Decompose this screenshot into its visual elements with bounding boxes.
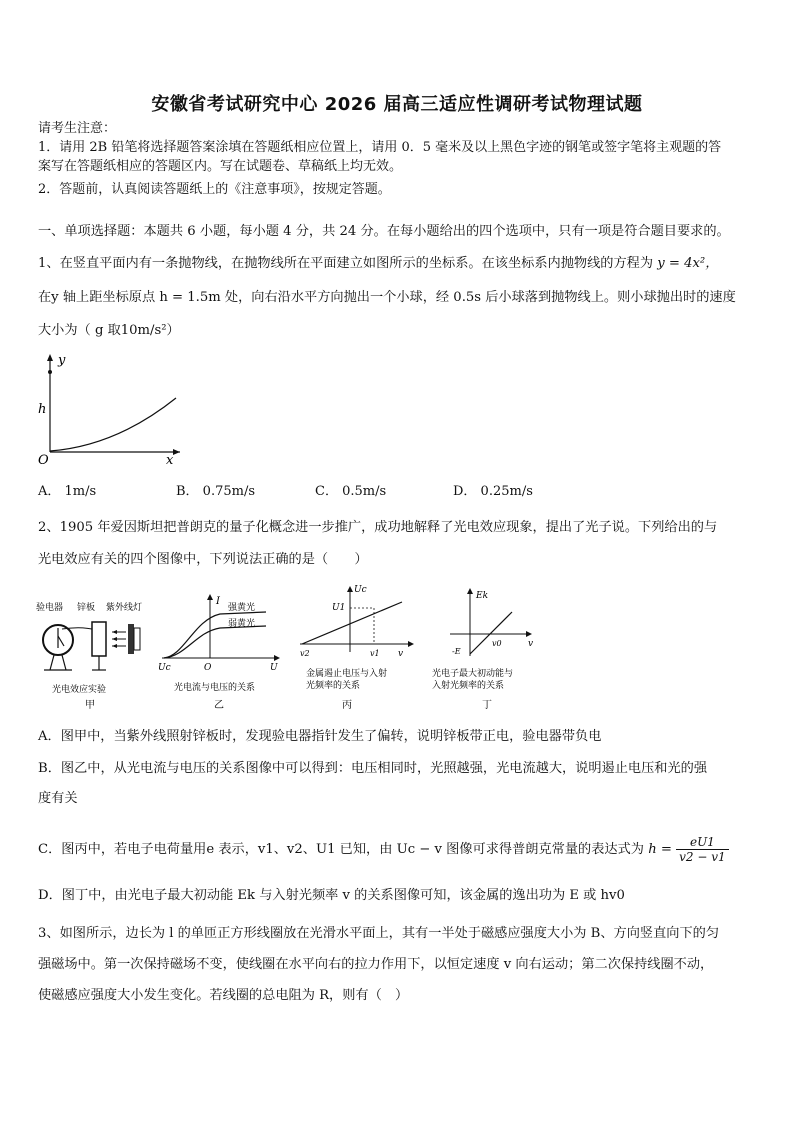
fig-ding-ek-label: Ek: [476, 591, 489, 601]
q3-stem-line1: 3、如图所示，边长为 l 的单匝正方形线圈放在光滑水平面上，其有一半处于磁感应强度大小为 B、方向竖直向下的匀: [38, 926, 720, 941]
section-heading: 一、单项选择题：本题共 6 小题，每小题 4 分，共 24 分。在每小题给出的四个选项中，只有一项是符合题目要求的。: [38, 224, 730, 239]
notice-item-1-cont: 案写在答题纸相应的答题区内。写在试题卷、草稿纸上均无效。: [38, 159, 403, 174]
fig-yi-u-label: U: [270, 663, 278, 673]
notice-item-1: 1．请用 2B 铅笔将选择题答案涂填在答题纸相应位置上，请用 0．5 毫米及以上黑色字迹的钢笔或签字笔将主观题的答: [38, 140, 722, 155]
q1-fig-origin-label: O: [38, 453, 49, 468]
fig-jia-label-zinc: 锌板: [77, 603, 96, 613]
q2-option-b-line1: B．图乙中，从光电流与电压的关系图像中可以得到：电压相同时，光照越强，光电流越大，说明遏止电压和光的强: [38, 761, 708, 776]
q1-fig-h-label: h: [38, 402, 47, 417]
fig-ding-v0-label: v0: [492, 639, 502, 648]
q1-option-c: C． 0.5m/s: [315, 484, 387, 499]
q2-option-c-denominator: v2 − v1: [679, 850, 726, 864]
q2-figure-jia: [34, 598, 156, 710]
q2-option-c-numerator: eU1: [676, 835, 729, 850]
fig-yi-name: 乙: [214, 700, 224, 710]
q2-option-c-text: C．图丙中，若电子电荷量用e 表示，v1、v2、U1 已知，由 Uc − v 图像可求得普朗克常量的表达式为: [38, 842, 644, 857]
q1-stem-line2: 在y 轴上距坐标原点 h = 1.5m 处，向右沿水平方向抛出一个小球，经 0.5s 后小球落到抛物线上。则小球抛出时的速度: [38, 290, 736, 305]
q1-option-b: B． 0.75m/s: [176, 484, 256, 499]
fig-ding-name: 丁: [482, 700, 492, 711]
q2-stem-line2: 光电效应有关的四个图像中，下列说法正确的是（ ）: [38, 552, 368, 567]
fig-jia-name: 甲: [85, 700, 95, 710]
q1-equation: y = 4x²，: [657, 256, 719, 271]
q2-option-c-h: h =: [648, 842, 672, 857]
fig-bing-u1-label: U1: [332, 603, 346, 613]
q1-option-d: D． 0.25m/s: [453, 484, 533, 499]
notice-item-2: 2．答题前，认真阅读答题纸上的《注意事项》，按规定答题。: [38, 182, 391, 197]
q2-figure-yi: [156, 590, 284, 710]
fig-bing-caption-1: 金属遏止电压与入射: [306, 669, 388, 679]
q2-figure-ding: [430, 586, 542, 712]
fig-jia-caption: 光电效应实验: [52, 685, 107, 695]
q1-parabola-figure: [36, 350, 186, 468]
fig-bing-v-label: v: [398, 649, 404, 659]
q2-option-c-fraction: [676, 835, 729, 864]
q2-option-d: D．图丁中，由光电子最大初动能 Ek 与入射光频率 v 的关系图像可知，该金属的逸出功为 E 或 hv0: [38, 888, 625, 903]
page-title: 安徽省考试研究中心 2026 届高三适应性调研考试物理试题: [151, 94, 643, 115]
fig-yi-strong-label: 强黄光: [228, 603, 256, 613]
fig-ding-v-label: v: [528, 639, 534, 649]
fig-bing-caption-2: 光频率的关系: [306, 681, 361, 691]
notice-heading: 请考生注意：: [38, 121, 117, 136]
q2-stem-line1: 2、1905 年爱因斯坦把普朗克的量子化概念进一步推广，成功地解释了光电效应现象，提出了光子说。下列给出的与: [38, 520, 718, 535]
fig-ding-caption-2: 入射光频率的关系: [432, 681, 505, 691]
fig-jia-label-electroscope: 验电器: [36, 603, 64, 613]
fig-ding-e-label: -E: [452, 647, 461, 656]
fig-jia-label-uv-lamp: 紫外线灯: [106, 603, 143, 613]
q2-option-a: A．图甲中，当紫外线照射锌板时，发现验电器指针发生了偏转，说明锌板带正电，验电器带负电: [38, 729, 602, 744]
q1-stem-line3: 大小为（ g 取10m/s²）: [38, 323, 180, 338]
q2-option-c: [38, 830, 758, 870]
q1-fig-y-label: y: [58, 353, 66, 368]
fig-yi-i-label: I: [216, 596, 220, 607]
fig-ding-caption-1: 光电子最大初动能与: [432, 669, 514, 679]
fig-bing-v2-label: v2: [300, 649, 310, 658]
fig-yi-origin-label: O: [204, 663, 212, 673]
q2-option-b-line2: 度有关: [38, 791, 78, 806]
q3-stem-line2: 强磁场中。第一次保持磁场不变，使线圈在水平向右的拉力作用下，以恒定速度 v 向右运动；第二次保持线圈不动，: [38, 957, 714, 972]
fig-bing-uc-label: Uc: [354, 585, 367, 595]
q1-stem-line1: [38, 255, 758, 273]
fig-bing-v1-label: v1: [370, 649, 380, 658]
fig-yi-weak-label: 弱黄光: [228, 619, 256, 629]
fig-yi-uc-label: Uc: [158, 663, 171, 673]
q1-text: 1、在竖直平面内有一条抛物线，在抛物线所在平面建立如图所示的坐标系。在该坐标系内抛物线的方程为: [38, 256, 654, 271]
fig-bing-name: 丙: [342, 700, 352, 711]
fig-yi-caption: 光电流与电压的关系: [174, 683, 256, 693]
q1-fig-x-label: x: [166, 453, 174, 468]
q1-option-a: A． 1m/s: [38, 484, 97, 499]
q2-figure-bing: [294, 582, 418, 712]
q3-stem-line3: 使磁感应强度大小发生变化。若线圈的总电阻为 R，则有（ ）: [38, 988, 409, 1003]
